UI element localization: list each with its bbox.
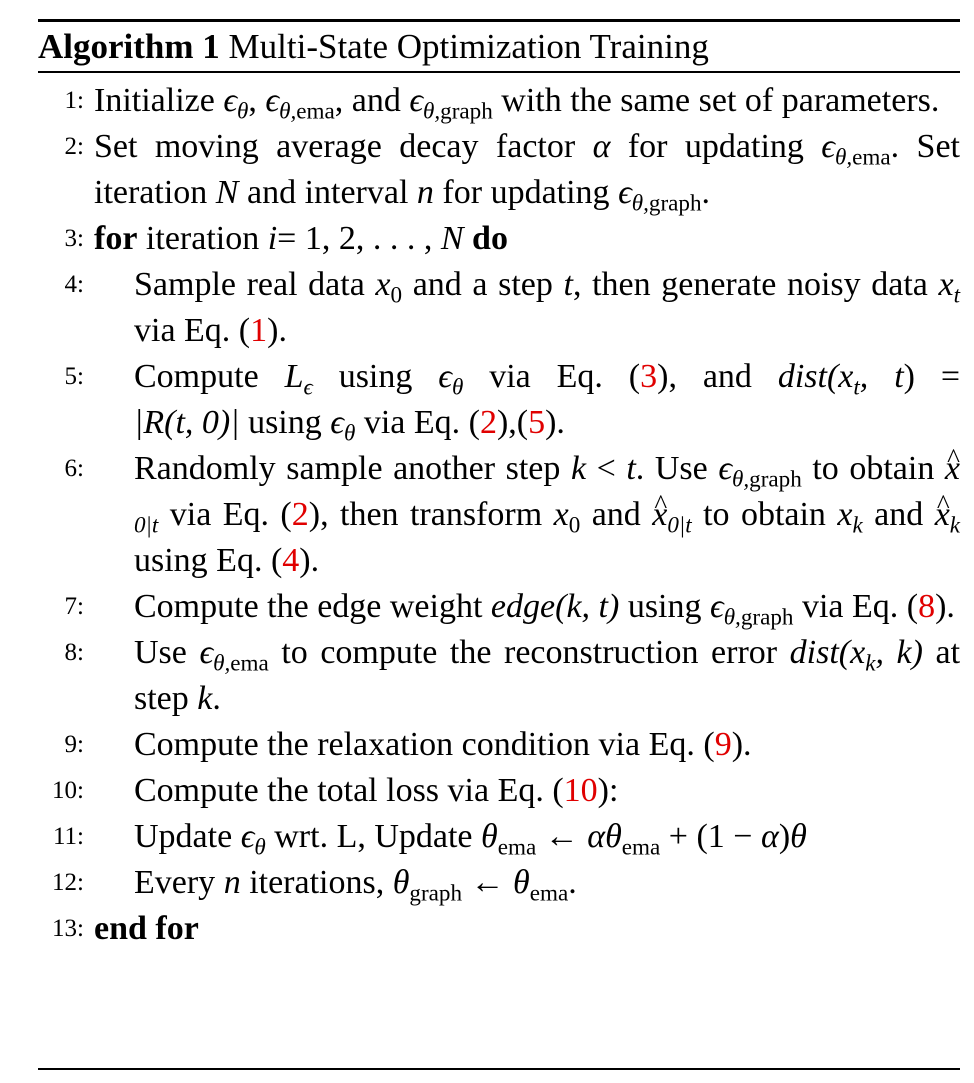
step-text: Initialize $\epsilon_\theta$, $\epsilon_{\theta,ema}$, and $\epsilon_{\theta,graph}$ with the same set of parameters.	[94, 82, 940, 125]
step-text: Compute the relaxation condition via Eq. (9).	[134, 726, 752, 763]
math-eps-ema: $\epsilon_{\theta,ema}$	[265, 82, 335, 125]
equation-ref-link[interactable]: 2	[291, 496, 309, 533]
keyword-end-for: end for	[94, 910, 199, 947]
equation-ref-link[interactable]: 8	[918, 588, 936, 625]
step-number: 6:	[64, 455, 84, 482]
equation-ref-link[interactable]: 2	[479, 404, 497, 441]
equation-ref-link[interactable]: 1	[250, 312, 268, 349]
step-text: Compute $L_\epsilon$ using $\epsilon_\theta$ via Eq. (3), and $dist(x_t$, t) =	[134, 358, 961, 401]
algorithm-label: Algorithm 1	[38, 27, 220, 66]
algorithm-step-6	[38, 446, 960, 584]
algorithm-body	[38, 78, 960, 952]
step-number: 3:	[64, 225, 84, 252]
equation-ref-link[interactable]: 10	[563, 772, 598, 809]
equation-ref-link[interactable]: 9	[714, 726, 732, 763]
math-eps-theta: $\epsilon_\theta$	[223, 82, 249, 125]
math-N: N	[215, 174, 239, 211]
equation-ref-link[interactable]: 3	[640, 358, 658, 395]
step-text: Set moving average decay factor α for updating $\epsilon_{\theta,ema}$. Set iteration N and interval n for updating $\epsilon_{\theta,graph}$.	[94, 128, 960, 217]
step-number: 9:	[64, 731, 84, 758]
step-text: Randomly sample another step k < t. Use $\epsilon_{\theta,graph}$ to obtain ^ $x_{0|t}$ via Eq. (2), then transform $x_0$ and ^ $x_{0|t}$ to obtain $x_k$ and ^ $x_k$ using Eq. (4).	[94, 446, 960, 584]
algorithm-title: Multi-State Optimization Training	[228, 27, 709, 66]
step-text: Use $\epsilon_{\theta,ema}$ to compute the reconstruction error $dist(x_k$, k) at step k.	[134, 634, 961, 717]
step-text: Sample real data $x_0$ and a step t, then generate noisy data $x_t$ via Eq. (1).	[134, 266, 961, 349]
step-text: Compute the edge weight edge(k, t) using $\epsilon_{\theta,graph}$ via Eq. (8).	[134, 588, 955, 631]
keyword-do: do	[472, 220, 508, 257]
math-eps-ema: $\epsilon_{\theta,ema}$	[821, 128, 891, 171]
math-eps-graph: $\epsilon_{\theta,graph}$	[618, 174, 702, 217]
algorithm-step-4	[38, 262, 960, 354]
algorithm-step-8	[38, 630, 960, 722]
step-text: |R(t, 0)| using $\epsilon_\theta$ via Eq. (2),(5).	[134, 404, 565, 447]
algorithm-step-7	[38, 584, 960, 630]
header-rule	[38, 71, 960, 73]
algorithm-step-5-continued	[38, 400, 960, 446]
step-number: 4:	[64, 271, 84, 298]
algorithm-step-12	[38, 860, 960, 906]
math-abs-R: |R(t, 0)|	[134, 404, 240, 441]
algorithm-step-13	[38, 906, 960, 952]
step-number: 10:	[52, 777, 84, 804]
step-text: Update $\epsilon_\theta$ wrt. L, Update $\theta_{ema}$ ← $\alpha\theta_{ema} + (1 - \alpha)\theta$	[134, 818, 807, 861]
step-number: 13:	[52, 915, 84, 942]
algorithm-step-9	[38, 722, 960, 768]
equation-ref-link[interactable]: 4	[282, 542, 300, 579]
algorithm-step-5	[38, 354, 960, 400]
algorithm-step-2	[38, 124, 960, 216]
step-number: 1:	[64, 87, 84, 114]
equation-ref-link[interactable]: 5	[528, 404, 546, 441]
step-number: 11:	[52, 823, 84, 850]
step-number: 8:	[64, 639, 84, 666]
math-eps-graph: $\epsilon_{\theta,graph}$	[409, 82, 493, 125]
step-number: 7:	[64, 593, 84, 620]
math-n: n	[416, 174, 434, 211]
keyword-for: for	[94, 220, 138, 257]
step-number: 12:	[52, 869, 84, 896]
algorithm-step-3	[38, 216, 960, 262]
step-text: Every n iterations, $\theta_{graph}$ ← $\theta_{ema}$.	[134, 864, 577, 907]
algorithm-step-1	[38, 78, 960, 124]
step-number: 2:	[64, 133, 84, 160]
top-rule	[38, 19, 960, 22]
algorithm-header	[38, 24, 960, 69]
math-alpha: α	[592, 128, 611, 165]
algorithm-step-11	[38, 814, 960, 860]
algorithm-step-10	[38, 768, 960, 814]
step-text	[94, 906, 960, 952]
bottom-rule	[38, 1068, 960, 1070]
step-text: Compute the total loss via Eq. (10):	[134, 772, 619, 809]
step-text: for iteration i= 1, 2, . . . , N do	[94, 220, 508, 257]
step-number: 5:	[64, 363, 84, 390]
